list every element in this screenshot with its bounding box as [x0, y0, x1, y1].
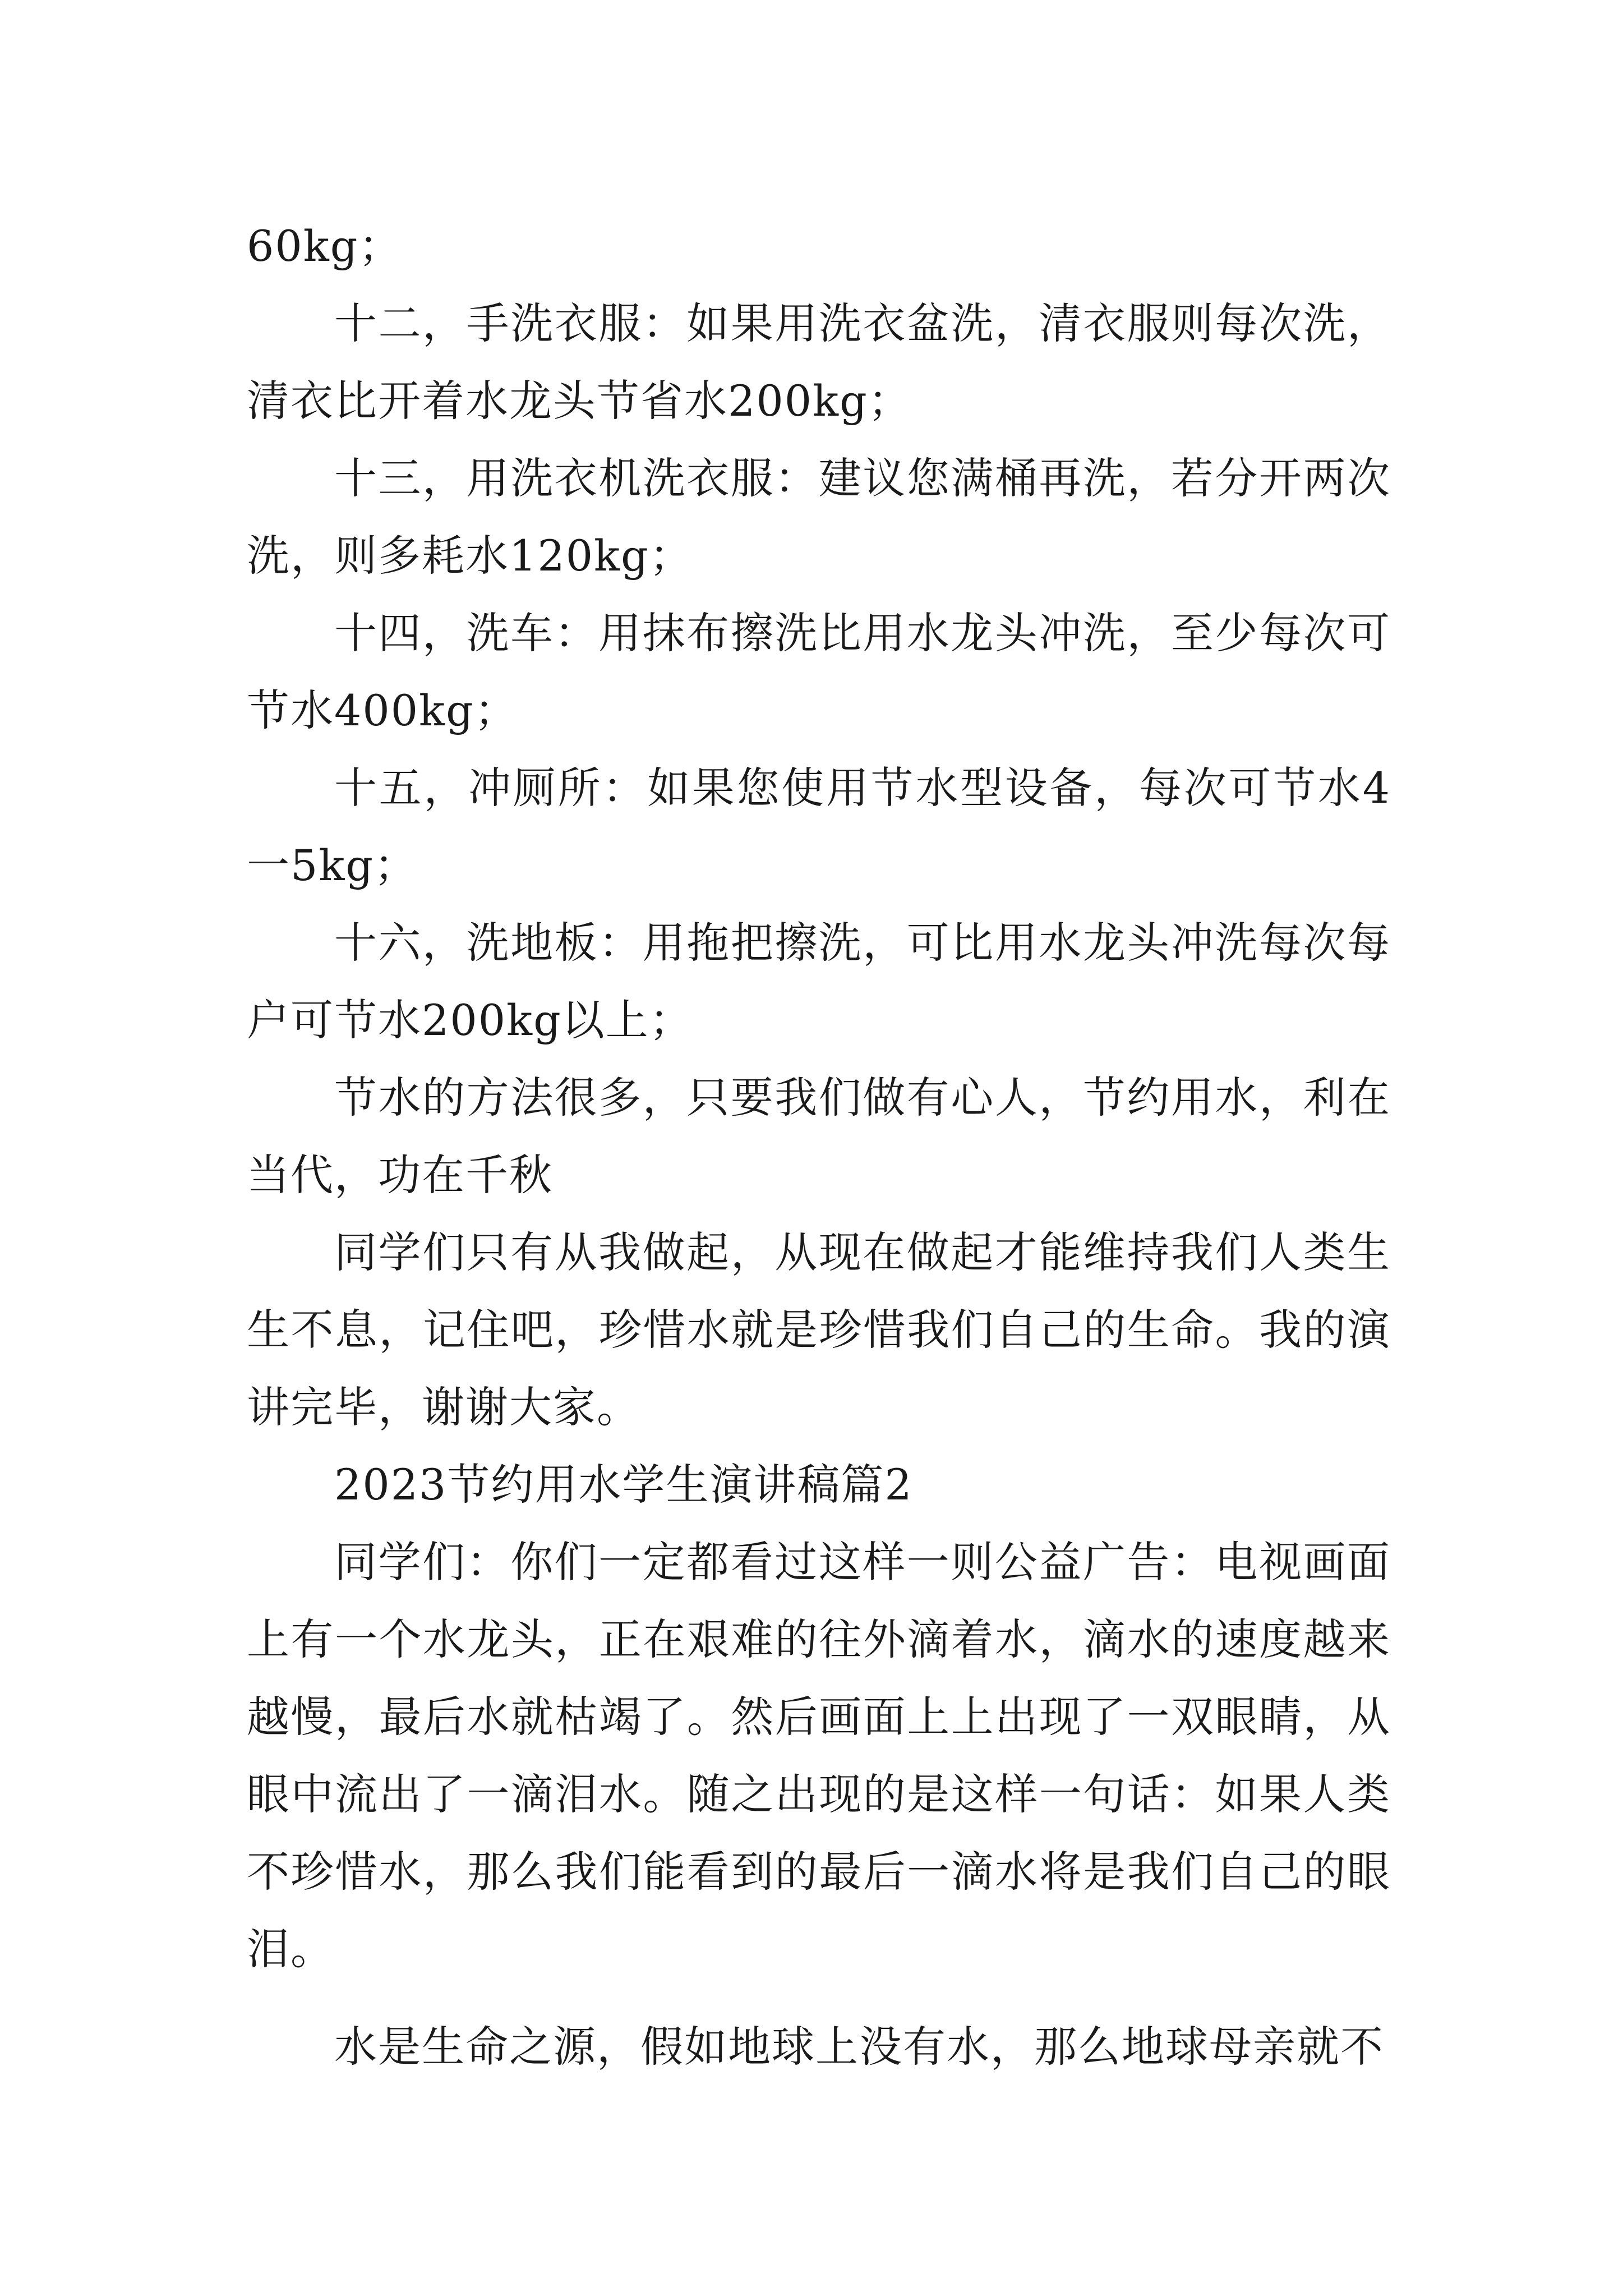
paragraph-source-of-life: 水是生命之源，假如地球上没有水，那么地球母亲就不: [334, 2022, 1384, 2072]
paragraph-item-13: 十三，用洗衣机洗衣服：建议您满桶再洗，若分开两次洗，则多耗水120kg；: [247, 453, 1391, 581]
paragraph-item-15: 十五，冲厕所：如果您使用节水型设备，每次可节水4一5kg；: [247, 763, 1391, 890]
paragraph-closing: 同学们只有从我做起，从现在做起才能维持我们人类生生不息，记住吧，珍惜水就是珍惜我们自己的生命。我的演讲完毕，谢谢大家。: [247, 1227, 1391, 1432]
paragraph-item-12: 十二，手洗衣服：如果用洗衣盆洗，清衣服则每次洗，清衣比开着水龙头节省水200kg；: [247, 298, 1391, 426]
document-body: [247, 208, 1391, 2086]
paragraph-continued: 60kg；: [247, 221, 403, 271]
section-heading: 2023节约用水学生演讲稿篇2: [334, 1460, 913, 1510]
paragraph-summary: 节水的方法很多，只要我们做有心人，节约用水，利在当代，功在千秋: [247, 1073, 1391, 1200]
paragraph-item-16: 十六，洗地板：用拖把擦洗，可比用水龙头冲洗每次每户可节水200kg以上；: [247, 918, 1391, 1045]
paragraph-intro: 同学们：你们一定都看过这样一则公益广告：电视画面上有一个水龙头，正在艰难的往外滴着水，滴水的速度越来越慢，最后水就枯竭了。然后画面上上出现了一双眼睛，从眼中流出了一滴泪水。随之出现的是这样一句话：如果人类不珍惜水，那么我们能看到的最后一滴水将是我们自己的眼泪。: [247, 1537, 1391, 1974]
paragraph-spacer: [247, 1988, 1391, 2008]
paragraph-item-14: 十四，洗车：用抹布擦洗比用水龙头冲洗，至少每次可节水400kg；: [247, 608, 1391, 735]
